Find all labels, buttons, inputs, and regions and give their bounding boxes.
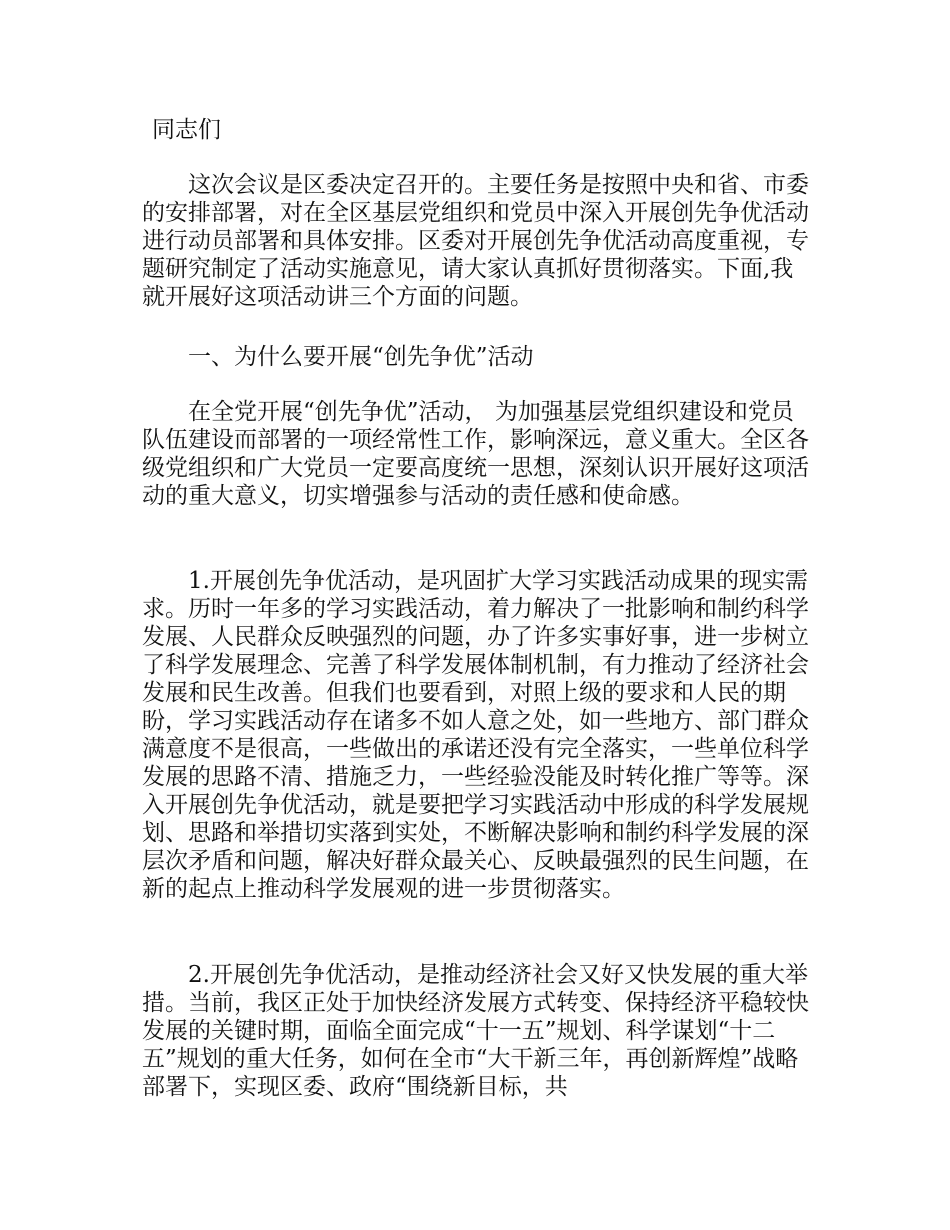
salutation: 同志们 — [152, 117, 221, 143]
paragraph-point-2: 2.开展创先争优活动，是推动经济社会又好又快发展的重大举措。当前，我区正处于加快经济发展方式转变、保持经济平稳较快发展的关键时期，面临全面完成“十一五”规划、科学谋划“十二五”规划的重大任务，如何在全市“大干新三年，再创新辉煌”战略部署下，实现区委、政府“围绕新目标，共 — [142, 962, 809, 1100]
paragraph-intro: 这次会议是区委决定召开的。主要任务是按照中央和省、市委的安排部署，对在全区基层党组织和党员中深入开展创先争优活动进行动员部署和具体安排。区委对开展创先争优活动高度重视，专题研究制定了活动实施意见，请大家认真抓好贯彻落实。下面,我就开展好这项活动讲三个方面的问题。 — [142, 172, 809, 310]
paragraph-point-1: 1.开展创先争优活动，是巩固扩大学习实践活动成果的现实需求。历时一年多的学习实践活动，着力解决了一批影响和制约科学发展、人民群众反映强烈的问题，办了许多实事好事，进一步树立了科学发展理念、完善了科学发展体制机制，有力推动了经济社会发展和民生改善。但我们也要看到，对照上级的要求和人民的期盼，学习实践活动存在诸多不如人意之处，如一些地方、部门群众满意度不是很高，一些做出的承诺还没有完全落实，一些单位科学发展的思路不清、措施乏力，一些经验没能及时转化推广等等。深入开展创先争优活动，就是要把学习实践活动中形成的科学发展规划、思路和举措切实落到实处，不断解决影响和制约科学发展的深层次矛盾和问题，解决好群众最关心、反映最强烈的民生问题，在新的起点上推动科学发展观的进一步贯彻落实。 — [142, 568, 809, 902]
paragraph-significance: 在全党开展“创先争优”活动， 为加强基层党组织建设和党员队伍建设而部署的一项经常性工作，影响深远，意义重大。全区各级党组织和广大党员一定要高度统一思想，深刻认识开展好这项活动的重大意义，切实增强参与活动的责任感和使命感。 — [142, 399, 809, 509]
section-heading-1: 一、为什么要开展“创先争优”活动 — [188, 344, 534, 370]
